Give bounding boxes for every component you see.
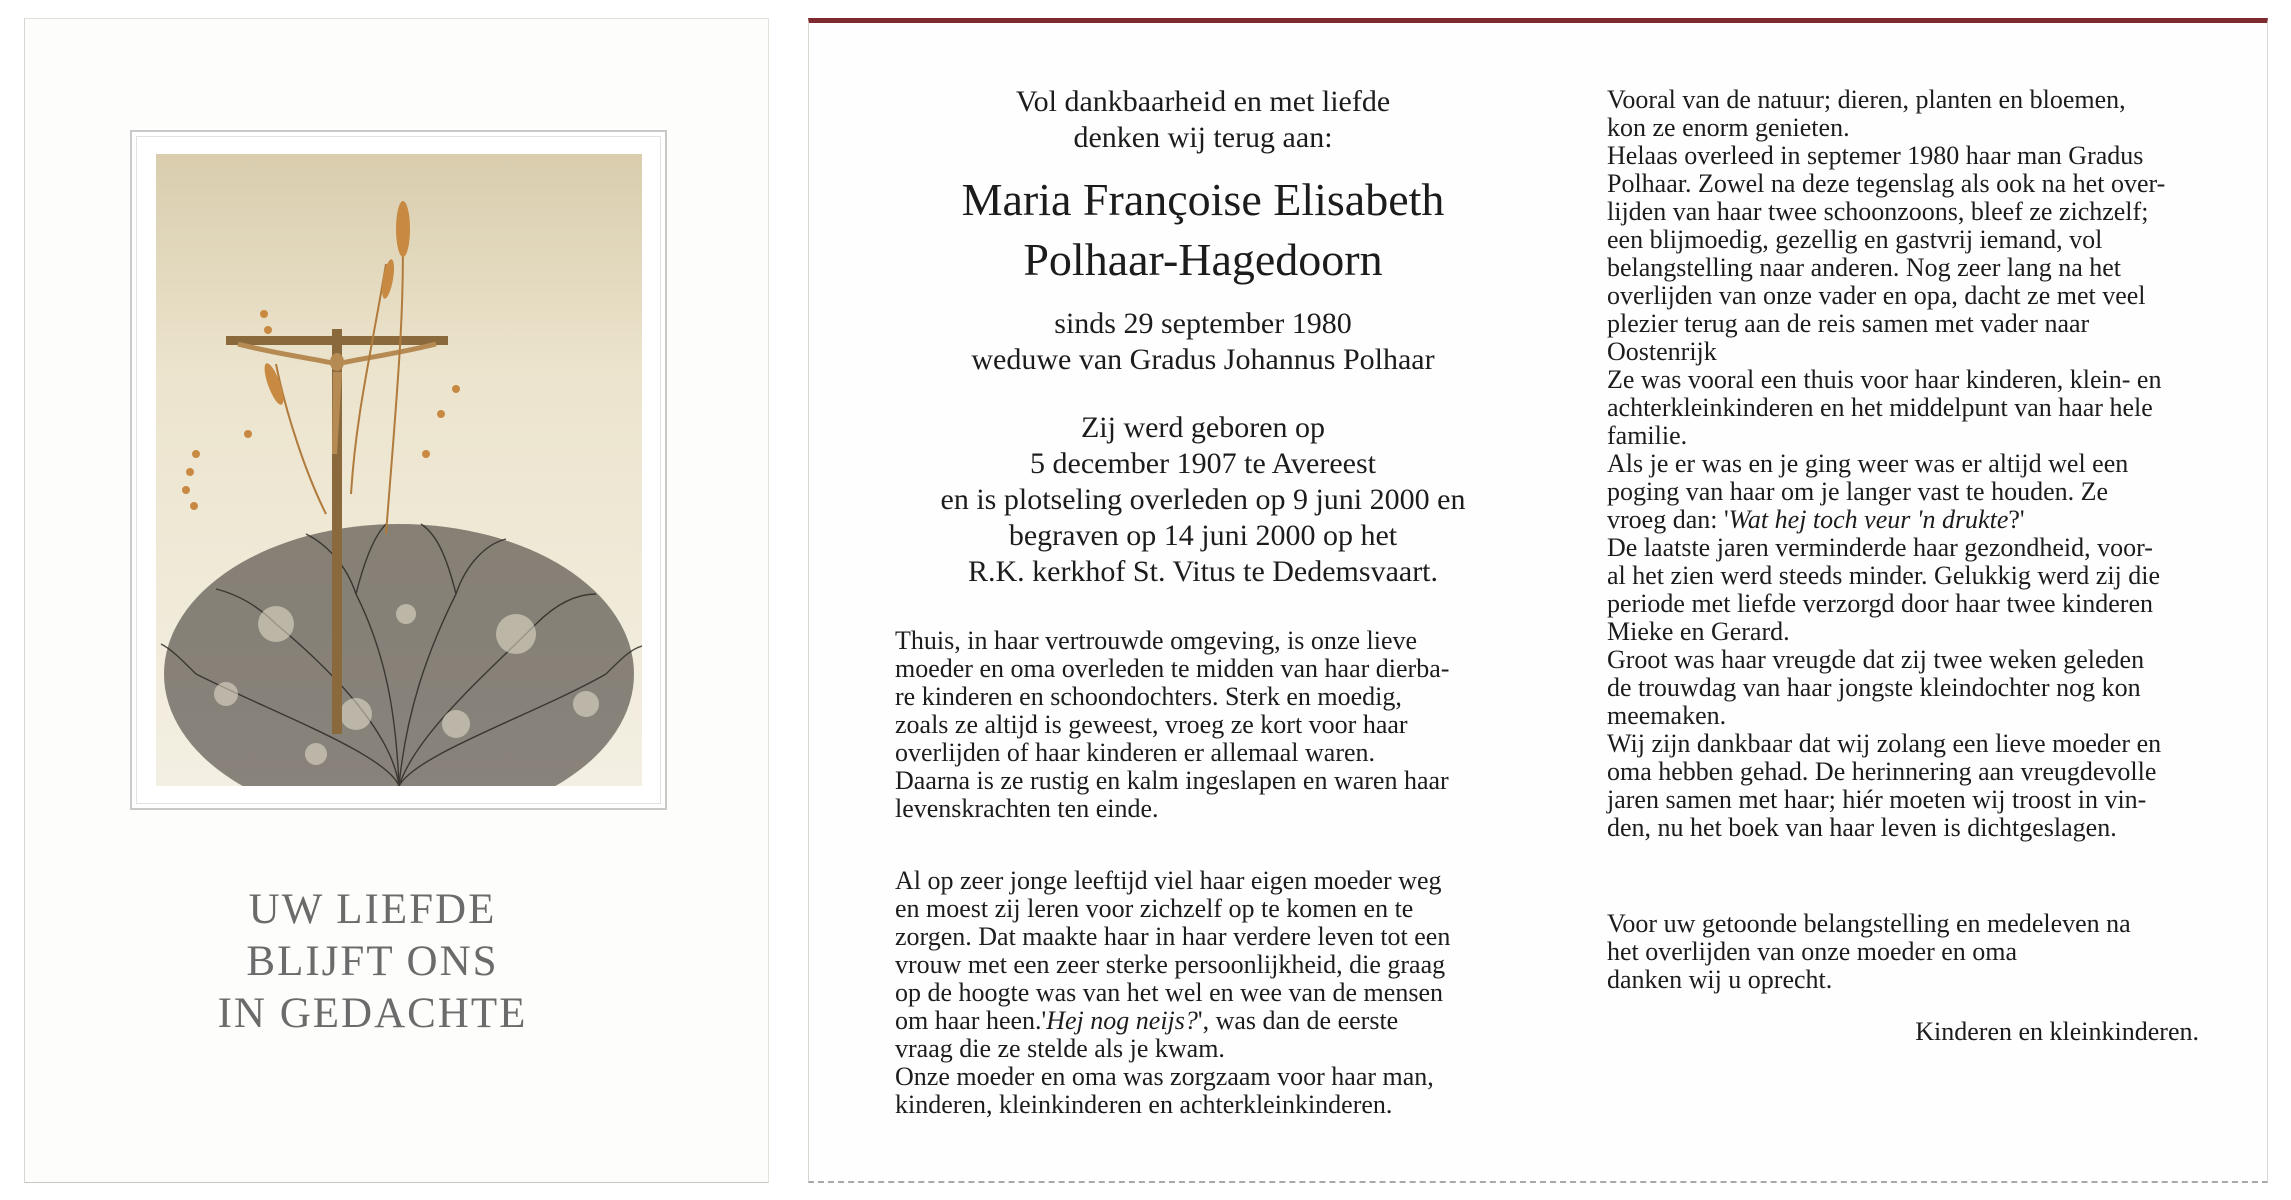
- text-line: kinderen, kleinkinderen en achterkleinkinderen.: [895, 1090, 1393, 1119]
- motto-line-1: UW LIEFDE: [248, 886, 497, 933]
- text-line: meemaken.: [1607, 701, 1727, 730]
- birth-line: begraven op 14 juni 2000 op het: [1008, 519, 1398, 552]
- quote-text: Hej nog neijs?: [1046, 1006, 1198, 1035]
- intro-line: denken wij terug aan:: [1073, 121, 1333, 154]
- text-line: lijden van haar twee schoonzoons, bleef ze zichzelf;: [1607, 197, 2149, 226]
- text-line: Ze was vooral een thuis voor haar kinderen, klein- en: [1607, 365, 2162, 394]
- text-line: danken wij u oprecht.: [1607, 965, 1833, 994]
- paragraph-2: [895, 867, 1480, 1119]
- text-line-with-quote: [895, 1007, 1480, 1035]
- text-line: al het zien werd steeds minder. Gelukkig werd zij die: [1607, 561, 2161, 590]
- widow-text: [808, 306, 1598, 378]
- text-line: en moest zij leren voor zichzelf op te komen en te: [895, 894, 1414, 923]
- text-line: moeder en oma overleden te midden van haar dierba-: [895, 654, 1450, 683]
- text-line: jaren samen met haar; hiér moeten wij troost in vin-: [1607, 785, 2147, 814]
- paragraph-3: [1607, 86, 2199, 842]
- text-line: zoals ze altijd is geweest, vroeg ze kort voor haar: [895, 710, 1408, 739]
- crucifix-image: [156, 154, 642, 786]
- text-line: Vooral van de natuur; dieren, planten en bloemen,: [1607, 85, 2126, 114]
- quote-suffix: ?': [2008, 505, 2025, 534]
- text-line: Thuis, in haar vertrouwde omgeving, is onze lieve: [895, 626, 1418, 655]
- birth-line: 5 december 1907 te Avereest: [1030, 447, 1376, 480]
- text-line: de trouwdag van haar jongste kleindochter nog kon: [1607, 673, 2141, 702]
- text-line: Oostenrijk: [1607, 337, 1717, 366]
- text-line: Voor uw getoonde belangstelling en medeleven na: [1607, 909, 2131, 938]
- text-line: vraag die ze stelde als je kwam.: [895, 1034, 1225, 1063]
- text-line: belangstelling naar anderen. Nog zeer lang na het: [1607, 253, 2121, 282]
- text-line: Groot was haar vreugde dat zij twee weken geleden: [1607, 645, 2145, 674]
- text-line: De laatste jaren verminderde haar gezondheid, voor-: [1607, 533, 2153, 562]
- text-line: plezier terug aan de reis samen met vader naar: [1607, 309, 2090, 338]
- text-line: poging van haar om je langer vast te houden. Ze: [1607, 477, 2109, 506]
- intro-line: Vol dankbaarheid en met liefde: [1015, 85, 1391, 118]
- text-line: achterkleinkinderen en het middelpunt van haar hele: [1607, 393, 2153, 422]
- text-line: Mieke en Gerard.: [1607, 617, 1790, 646]
- text-line: zorgen. Dat maakte haar in haar verdere leven tot een: [895, 922, 1451, 951]
- text-line: levenskrachten ten einde.: [895, 794, 1159, 823]
- motto-line-3: IN GEDACHTE: [217, 990, 528, 1037]
- text-line: Als je er was en je ging weer was er altijd wel een: [1607, 449, 2129, 478]
- text-line: Wij zijn dankbaar dat wij zolang een lieve moeder en: [1607, 729, 2162, 758]
- text-line: re kinderen en schoondochters. Sterk en moedig,: [895, 682, 1402, 711]
- paragraph-4: [1607, 910, 2199, 994]
- birth-line: Zij werd geboren op: [1080, 411, 1326, 444]
- photo-frame: [130, 130, 667, 810]
- quote-prefix: vroeg dan: ': [1607, 505, 1729, 534]
- widow-line: weduwe van Gradus Johannus Polhaar: [971, 343, 1435, 376]
- text-line: Helaas overleed in septemer 1980 haar man Gradus: [1607, 141, 2144, 170]
- text-line: overlijden van onze vader en opa, dacht ze met veel: [1607, 281, 2146, 310]
- crucifix-photo: [156, 154, 642, 786]
- widow-line: sinds 29 september 1980: [1054, 307, 1352, 340]
- text-line: Polhaar. Zowel na deze tegenslag als ook na het over-: [1607, 169, 2166, 198]
- birth-line: en is plotseling overleden op 9 juni 2000 en: [940, 483, 1466, 516]
- text-line: Onze moeder en oma was zorgzaam voor haar man,: [895, 1062, 1434, 1091]
- birth-line: R.K. kerkhof St. Vitus te Dedemsvaart.: [967, 555, 1439, 588]
- quote-prefix: om haar heen.': [895, 1006, 1047, 1035]
- quote-text: Wat hej toch veur 'n drukte: [1728, 505, 2009, 534]
- deceased-name-line-1: Maria Françoise Elisabeth: [961, 174, 1445, 225]
- deceased-name-line-2: Polhaar-Hagedoorn: [1023, 234, 1383, 285]
- text-line: een blijmoedig, gezellig en gastvrij iemand, vol: [1607, 225, 2103, 254]
- text-line: kon ze enorm genieten.: [1607, 113, 1850, 142]
- intro-text: [808, 84, 1598, 156]
- text-line: het overlijden van onze moeder en oma: [1607, 937, 2018, 966]
- text-line-with-quote: [1607, 506, 2199, 534]
- birth-death-text: [808, 410, 1598, 590]
- text-line: oma hebben gehad. De herinnering aan vreugdevolle: [1607, 757, 2157, 786]
- text-line: Daarna is ze rustig en kalm ingeslapen en waren haar: [895, 766, 1449, 795]
- quote-suffix: ', was dan de eerste: [1197, 1006, 1399, 1035]
- text-line: vrouw met een zeer sterke persoonlijkheid, die graag: [895, 950, 1446, 979]
- signature: Kinderen en kleinkinderen.: [1915, 1017, 2199, 1046]
- motto-line-2: BLIJFT ONS: [246, 938, 499, 985]
- paragraph-1: [895, 627, 1480, 823]
- text-line: overlijden of haar kinderen er allemaal waren.: [895, 738, 1376, 767]
- text-line: periode met liefde verzorgd door haar twee kinderen: [1607, 589, 2153, 618]
- text-line: den, nu het boek van haar leven is dichtgeslagen.: [1607, 813, 2117, 842]
- text-line: op de hoogte was van het wel en wee van de mensen: [895, 978, 1443, 1007]
- text-line: familie.: [1607, 421, 1688, 450]
- text-line: Al op zeer jonge leeftijd viel haar eigen moeder weg: [895, 866, 1442, 895]
